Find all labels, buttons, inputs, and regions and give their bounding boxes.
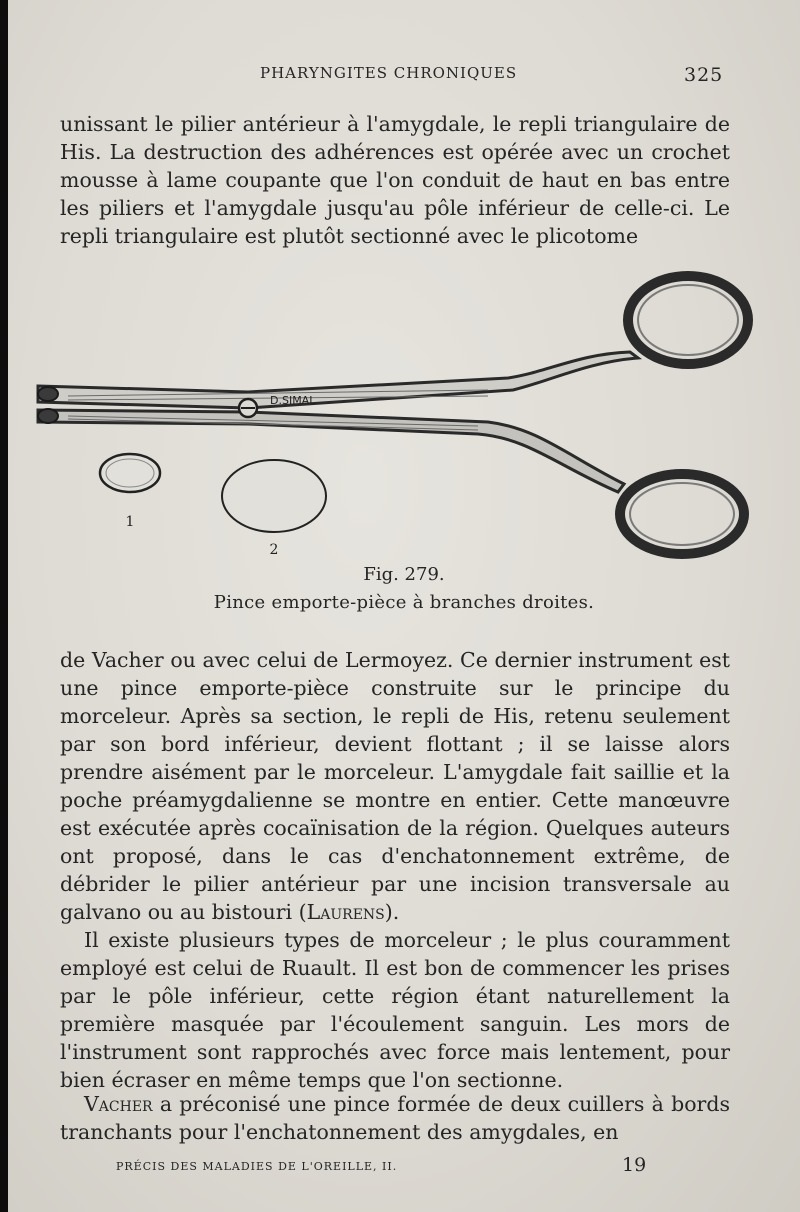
forceps-illustration (8, 262, 800, 562)
figure-caption: Pince emporte-pièce à branches droites. (213, 592, 595, 613)
running-header (8, 64, 800, 92)
author-laurens: Laurens (306, 900, 385, 924)
page-number: 325 (684, 64, 724, 86)
paragraph-2-text: de Vacher ou avec celui de Lermoyez. Ce dernier instrument est une pince emporte-pièce construite sur le principe du morceleur. Après sa section, le repli de His, retenu seulement par son bord inférieur, devient flottant ; il se laisse alors prendre aisément par le morceleur. L'amygdale fait saillie et la poche préamygdalienne se montre en entier. Cette manœuvre est exécutée après cocaïnisation de la région. Quelques auteurs ont proposé, dans le cas d'enchatonnement extrême, de débrider le pilier antérieur par une incision transversale au galvano ou au bistouri ( (60, 648, 730, 924)
page-footer (8, 1154, 800, 1182)
paragraph-1: unissant le pilier antérieur à l'amygdale, le repli triangulaire de His. La destruction des adhérences est opérée avec un crochet mousse à lame coupante que l'on conduit de haut en bas entre les piliers et l'amygdale jusqu'au pôle inférieur de celle-ci. Le repli triangulaire est plutôt sectionné avec le plicotome (60, 112, 730, 248)
maker-stamp: D.SIMAL (270, 394, 316, 407)
footer-signature: 19 (622, 1154, 647, 1176)
paragraph-3: Il existe plusieurs types de morceleur ; le plus couramment employé est celui de Ruault. Il est bon de commencer les prises par le pôle inférieur, cette région étant naturellement la première masquée par l'écoulement sanguin. Les mors de l'instrument sont rapprochés avec force mais lentement, pour bien écraser en même temps que l'on sectionne. (60, 928, 730, 1092)
running-title: PHARYNGITES CHRONIQUES (260, 64, 518, 82)
jaws (38, 387, 58, 423)
upper-ring-handle (628, 276, 748, 364)
detail-2-label: 2 (269, 542, 279, 558)
paragraph-2-end: ). (384, 900, 400, 924)
figure-forceps (8, 262, 800, 562)
paragraph-2 (60, 646, 730, 926)
book-page (8, 0, 800, 1212)
footer-book-title: PRÉCIS DES MALADIES DE L'OREILLE, II. (116, 1160, 398, 1173)
detail-1-label: 1 (125, 514, 135, 530)
author-vacher: Vacher (84, 1092, 153, 1116)
detail-1 (100, 454, 160, 530)
pivot-screw (239, 399, 257, 417)
paragraph-4-text: a préconisé une pince formée de deux cuillers à bords tranchants pour l'enchatonnement des amygdales, en (60, 1092, 730, 1144)
figure-label: Fig. 279. (363, 564, 445, 585)
lower-ring-handle (620, 474, 744, 554)
detail-2 (222, 460, 326, 558)
paragraph-4 (60, 1090, 730, 1146)
